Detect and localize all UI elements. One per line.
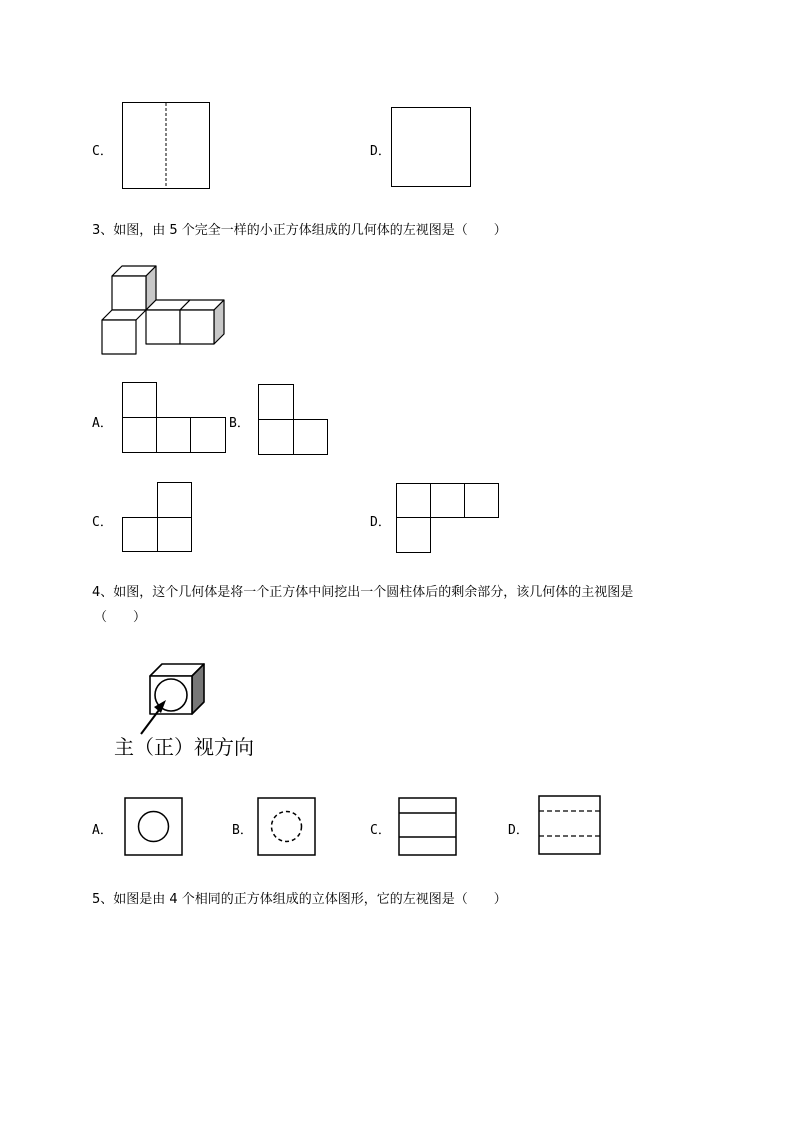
q4-option-c-figure[interactable] — [398, 797, 458, 857]
q3-option-c-label: C． — [92, 515, 113, 530]
q3-option-d-label: D． — [370, 515, 391, 530]
q3-option-d-figure[interactable] — [396, 483, 502, 555]
q2-option-c-figure[interactable] — [122, 102, 212, 192]
q2-option-d-label: D． — [370, 144, 391, 159]
q3-option-a-figure[interactable] — [122, 382, 228, 454]
q4-option-c-label: C． — [370, 823, 391, 838]
q4-question-text: 4、如图，这个几何体是将一个正方体中间挖出一个圆柱体后的剩余部分，该几何体的主视图是 — [92, 585, 634, 600]
q4-option-d-label: D． — [508, 823, 529, 838]
q4-view-direction-caption: 主（正）视方向 — [114, 735, 254, 759]
q4-option-a-label: A． — [92, 823, 113, 838]
q2-option-d-figure[interactable] — [391, 107, 473, 189]
q4-hollow-cube-figure — [114, 662, 210, 720]
q5-question-text: 5、如图是由 4 个相同的正方体组成的立体图形，它的左视图是（ ） — [92, 892, 507, 907]
q4-option-d-figure[interactable] — [538, 795, 602, 857]
q4-option-b-label: B． — [232, 823, 253, 838]
q3-question-text: 3、如图，由 5 个完全一样的小正方体组成的几何体的左视图是（ ） — [92, 223, 507, 238]
q4-option-a-figure[interactable] — [124, 797, 184, 857]
q4-option-b-figure[interactable] — [257, 797, 317, 857]
q3-option-c-figure[interactable] — [122, 482, 194, 554]
q3-cube-figure — [100, 264, 226, 358]
q2-option-c-label: C． — [92, 144, 113, 159]
q3-option-b-label: B． — [229, 416, 250, 431]
q3-option-a-label: A． — [92, 416, 113, 431]
q3-option-b-figure[interactable] — [258, 384, 330, 456]
q4-answer-blank: （ ） — [94, 610, 147, 625]
